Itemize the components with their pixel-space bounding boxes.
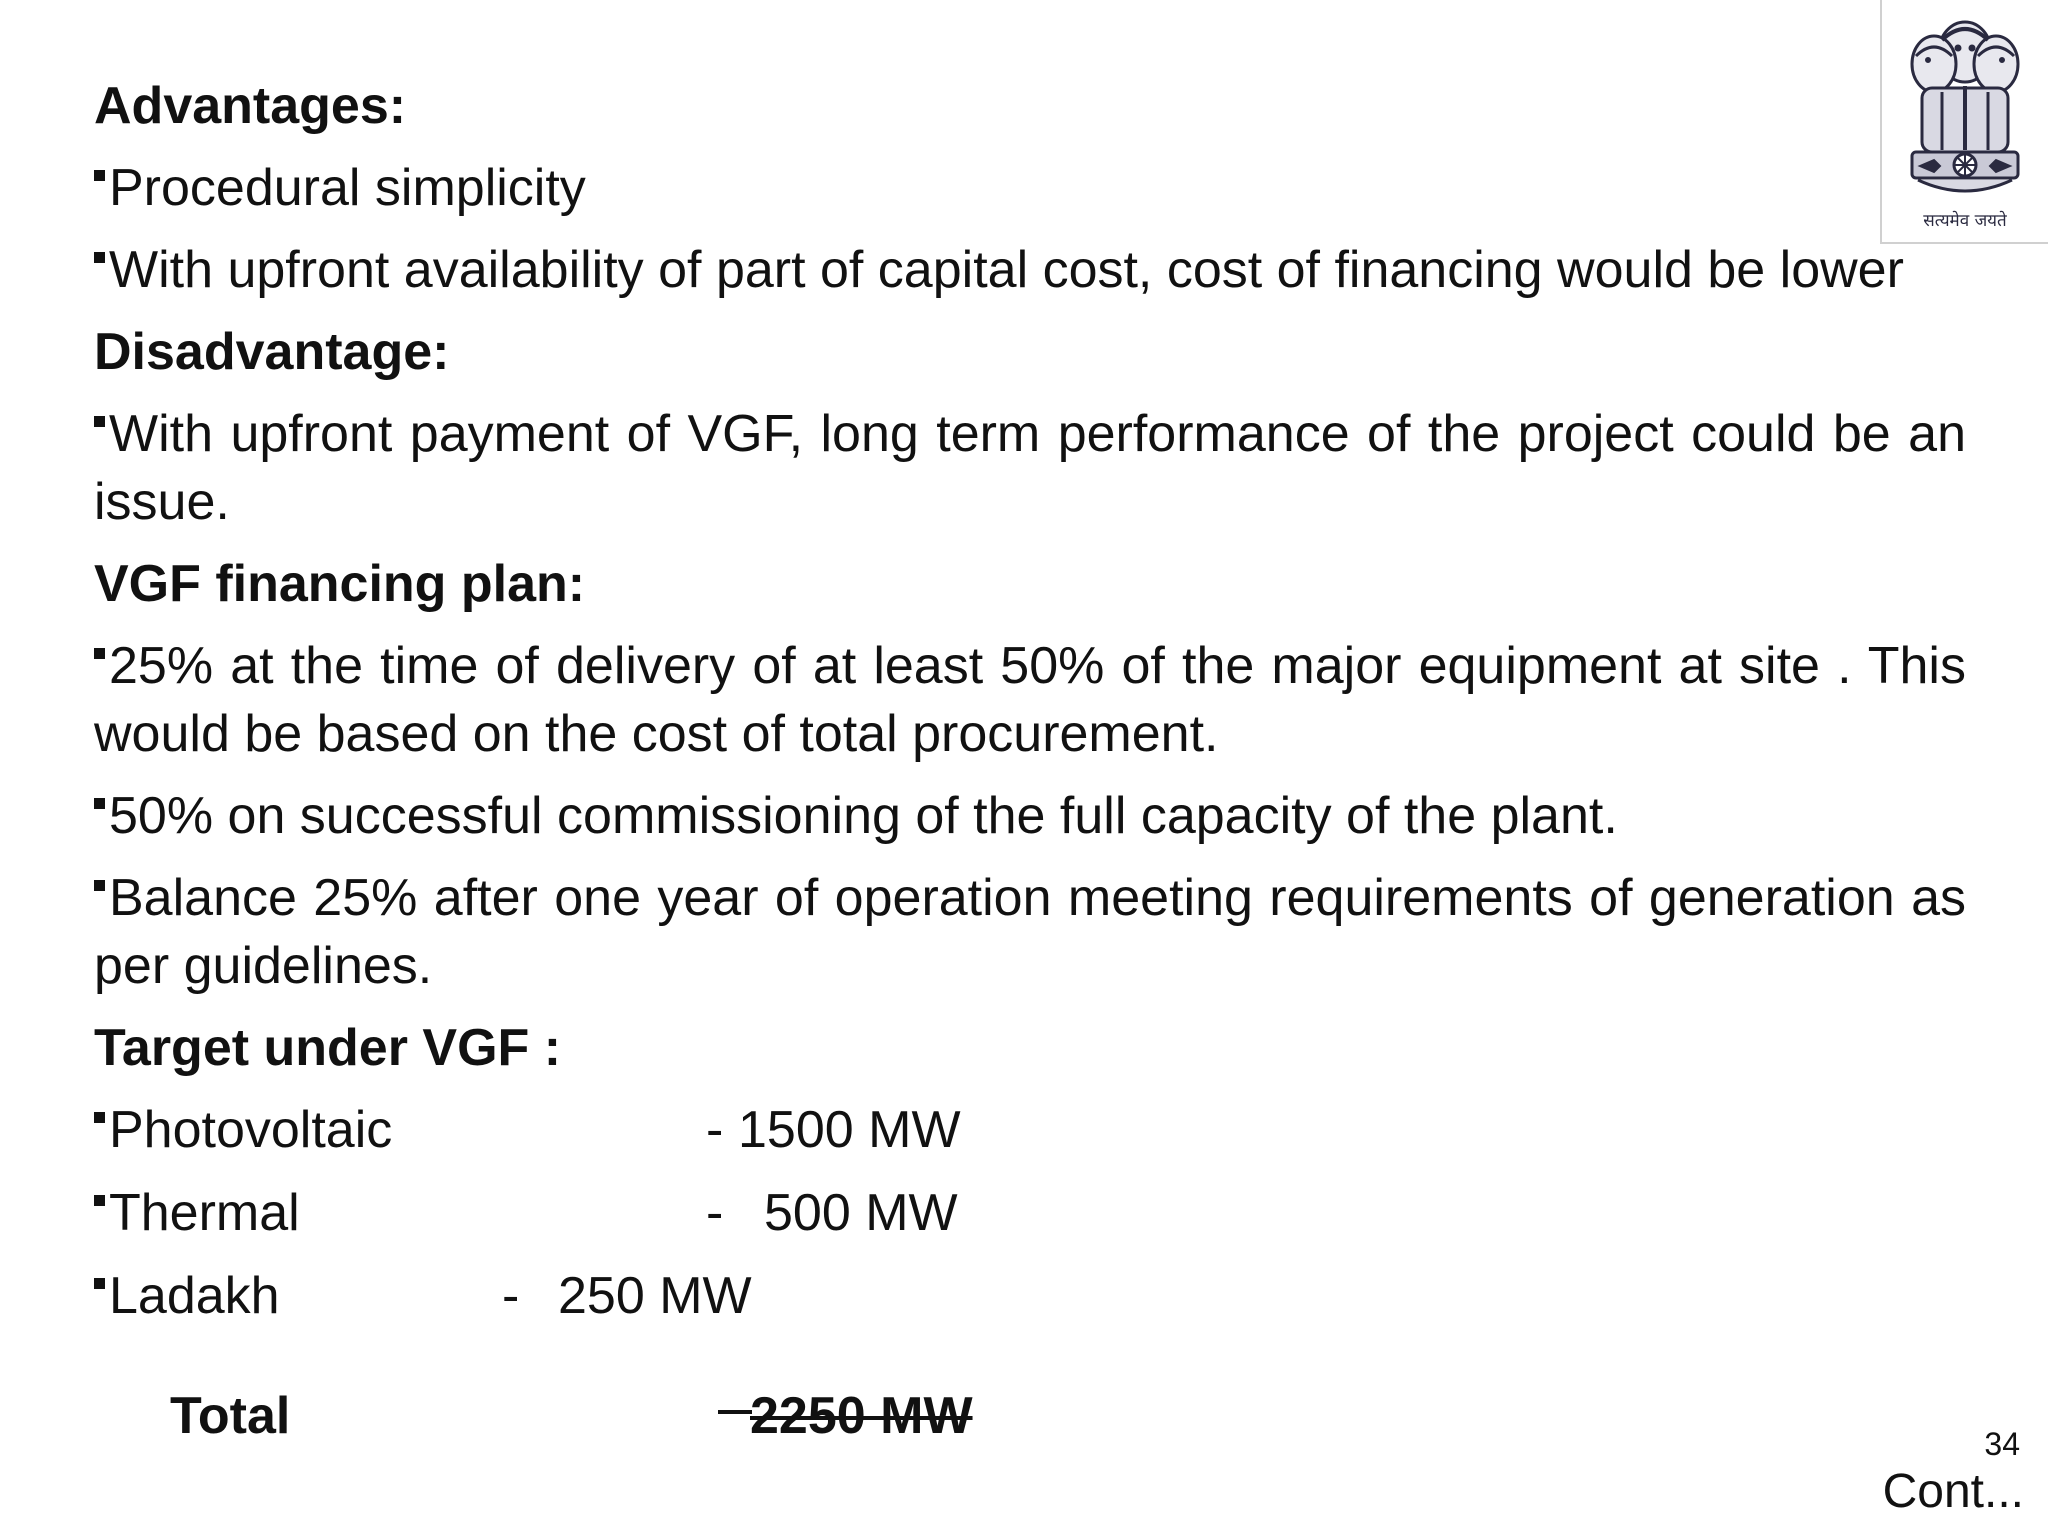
target-label: Thermal xyxy=(94,1179,300,1247)
disadvantage-heading: Disadvantage: xyxy=(94,323,450,381)
bullet-square-icon xyxy=(94,648,105,659)
target-dash: - xyxy=(706,1184,724,1242)
target-heading: Target under VGF : xyxy=(94,1019,562,1077)
list-item: With upfront availability of part of capital cost, cost of financing would be lower xyxy=(94,236,1966,304)
emblem-motto: सत्यमेव जयते xyxy=(1923,211,2007,231)
target-value: 500 MW xyxy=(764,1184,958,1242)
total-label: Total xyxy=(170,1387,291,1445)
page-number: 34 xyxy=(1984,1426,2020,1462)
target-dash: - xyxy=(706,1101,724,1159)
list-item: Procedural simplicity xyxy=(94,154,1966,222)
target-label: Ladakh xyxy=(94,1262,280,1330)
slide-content xyxy=(94,72,1966,1345)
target-value: 250 MW xyxy=(558,1267,752,1325)
bullet-square-icon xyxy=(94,1112,105,1123)
list-item: 25% at the time of delivery of at least 50% of the major equipment at site . This would be based on the cost of total procurement. xyxy=(94,637,1966,763)
bullet-square-icon xyxy=(94,416,105,427)
financing-plan-heading: VGF financing plan: xyxy=(94,555,586,613)
target-row-ladakh xyxy=(94,1262,1966,1330)
total-row xyxy=(170,1386,1070,1456)
target-label: Photovoltaic xyxy=(94,1096,392,1164)
list-item: With upfront payment of VGF, long term performance of the project could be an issue. xyxy=(94,405,1966,531)
bullet-square-icon xyxy=(94,170,105,181)
bullet-square-icon xyxy=(94,1278,105,1289)
total-value: 2250 MW xyxy=(750,1387,973,1445)
advantages-heading: Advantages: xyxy=(94,77,407,135)
list-item: Balance 25% after one year of operation meeting requirements of generation as per guidelines. xyxy=(94,869,1966,995)
bullet-square-icon xyxy=(94,1195,105,1206)
target-row-photovoltaic xyxy=(94,1096,1966,1164)
bullet-square-icon xyxy=(94,252,105,263)
continued-label: Cont... xyxy=(1882,1465,2024,1518)
strike-line xyxy=(718,1410,752,1414)
target-row-thermal xyxy=(94,1179,1966,1247)
list-item: 50% on successful commissioning of the full capacity of the plant. xyxy=(94,782,1966,850)
target-dash: - xyxy=(502,1267,520,1325)
bullet-square-icon xyxy=(94,798,105,809)
target-value: 1500 MW xyxy=(738,1101,961,1159)
bullet-square-icon xyxy=(94,880,105,891)
